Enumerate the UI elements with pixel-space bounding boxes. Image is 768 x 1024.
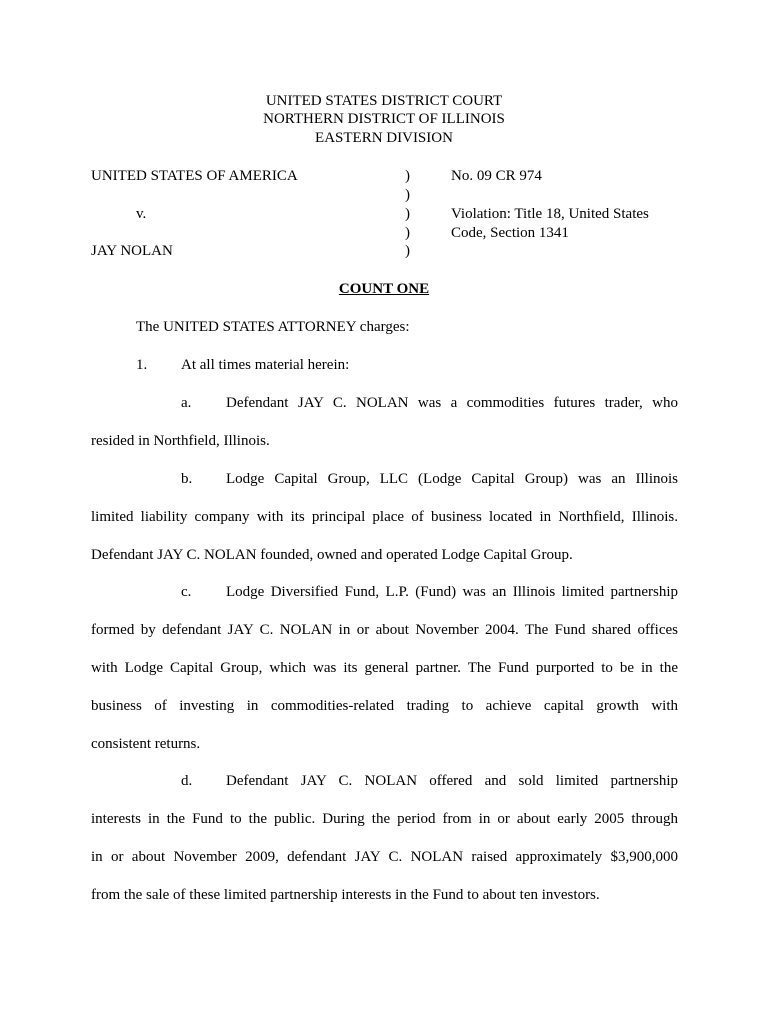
case-number: No. 09 CR 974 — [451, 168, 542, 184]
paragraph-text: At all times material herein: — [181, 357, 350, 373]
subparagraph-d-line: interests in the Fund to the public. During the period from in or about early 2005 through — [91, 811, 678, 827]
subparagraph-c-line: consistent returns. — [91, 736, 201, 752]
subparagraph-c-line: formed by defendant JAY C. NOLAN in or about November 2004. The Fund shared offices — [91, 622, 678, 638]
court-name: UNITED STATES DISTRICT COURT — [265, 93, 503, 109]
subparagraph-d-line: from the sale of these limited partnership interests in the Fund to about ten investors. — [91, 887, 600, 903]
caption-paren: ) — [405, 168, 410, 184]
court-division: EASTERN DIVISION — [315, 130, 453, 146]
subparagraph-a-line: Defendant JAY C. NOLAN was a commodities futures trader, who — [226, 395, 678, 411]
paragraph-number: 1. — [136, 357, 148, 373]
court-district: NORTHERN DISTRICT OF ILLINOIS — [263, 111, 505, 127]
caption-paren: ) — [405, 225, 410, 241]
subparagraph-c-line: with Lodge Capital Group, which was its general partner. The Fund purported to be in the — [91, 660, 678, 676]
subparagraph-b-line: Lodge Capital Group, LLC (Lodge Capital Group) was an Illinois — [226, 471, 678, 487]
subparagraph-marker-b: b. — [181, 471, 193, 487]
subparagraph-d-line: Defendant JAY C. NOLAN offered and sold limited partnership — [226, 773, 678, 789]
violation-line-2: Code, Section 1341 — [451, 225, 569, 241]
caption-paren: ) — [405, 243, 410, 259]
caption-versus: v. — [136, 206, 147, 222]
caption-defendant: JAY NOLAN — [91, 243, 173, 259]
subparagraph-marker-a: a. — [181, 395, 192, 411]
caption-paren: ) — [405, 187, 410, 203]
subparagraph-b-line: limited liability company with its principal place of business located in Northfield, Illinois. — [91, 509, 678, 525]
subparagraph-a-line: resided in Northfield, Illinois. — [91, 433, 270, 449]
subparagraph-b-line: Defendant JAY C. NOLAN founded, owned and operated Lodge Capital Group. — [91, 547, 573, 563]
subparagraph-c-line: Lodge Diversified Fund, L.P. (Fund) was an Illinois limited partnership — [226, 584, 678, 600]
violation-line-1: Violation: Title 18, United States — [451, 206, 649, 222]
caption-paren: ) — [405, 206, 410, 222]
caption-plaintiff: UNITED STATES OF AMERICA — [91, 168, 298, 184]
subparagraph-marker-d: d. — [181, 773, 193, 789]
subparagraph-d-line: in or about November 2009, defendant JAY C. NOLAN raised approximately $3,900,000 — [91, 849, 678, 865]
count-heading: COUNT ONE — [338, 281, 430, 297]
subparagraph-marker-c: c. — [181, 584, 192, 600]
subparagraph-c-line: business of investing in commodities-related trading to achieve capital growth with — [91, 698, 678, 714]
charges-intro: The UNITED STATES ATTORNEY charges: — [136, 319, 410, 335]
